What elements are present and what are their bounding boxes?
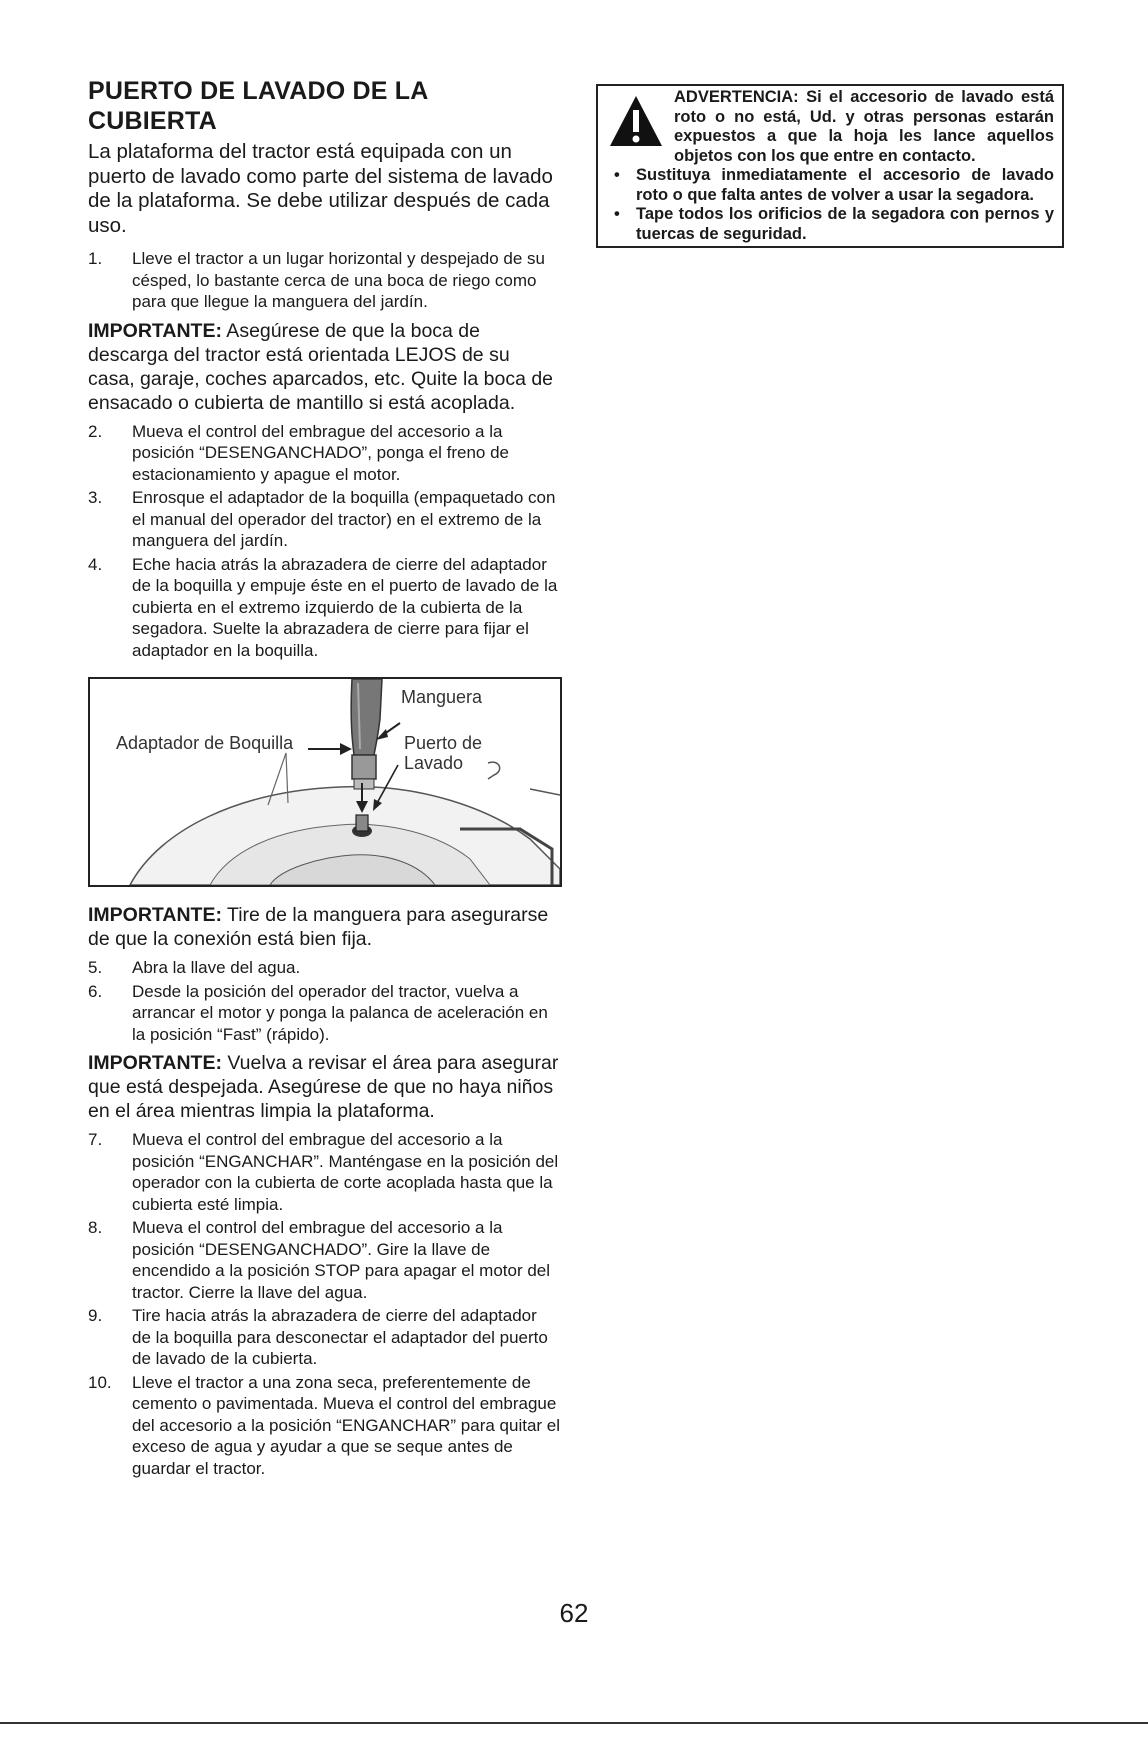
step-5	[88, 957, 560, 979]
wash-port-figure	[88, 677, 562, 887]
step-text: Abra la llave del agua.	[132, 958, 301, 977]
steps-list-a	[88, 248, 560, 313]
important-note-3	[88, 1051, 560, 1123]
step-number: 1.	[88, 249, 103, 268]
page-number: 62	[559, 1598, 589, 1628]
label-puerto-line2: Lavado	[404, 753, 464, 773]
step-2	[88, 421, 560, 486]
warning-box	[596, 84, 1064, 248]
step-4	[88, 554, 560, 662]
step-text: Mueva el control del embrague del accesorio a la posición “DESENGANCHADO”, ponga el freno de estacionamiento y apague el motor.	[132, 421, 509, 484]
step-9	[88, 1305, 560, 1370]
step-7	[88, 1129, 560, 1215]
important-label: IMPORTANTE:	[88, 319, 222, 342]
warning-bullet-1	[608, 166, 1054, 205]
step-6	[88, 981, 560, 1046]
warning-bullet-2	[608, 205, 1054, 244]
bullet-text: Tape todos los orificios de la segadora con pernos y tuercas de seguridad.	[636, 205, 1054, 243]
step-number: 6.	[88, 981, 103, 1001]
step-1	[88, 248, 560, 313]
important-text: Vuelva a revisar el área para asegurar que está despejada. Asegúrese de que no haya niños en el área mientras limpia la plataforma.	[88, 1052, 559, 1122]
section-title: PUERTO DE LAVADO DE LA CUBIERTA	[88, 77, 428, 135]
step-text: Lleve el tractor a una zona seca, preferentemente de cemento o pavimentada. Mueva el control del embrague del accesorio a la posición “ENGANCHAR” para quitar el exceso de agua y ayudar a que se seque antes de guardar el tractor.	[132, 1372, 561, 1478]
important-note-2	[88, 903, 560, 951]
steps-list-b	[88, 421, 560, 662]
bullet-text: Sustituya inmediatamente el accesorio de lavado roto o que falta antes de volver a usar la segadora.	[636, 166, 1054, 204]
step-number: 4.	[88, 554, 103, 574]
steps-list-c	[88, 957, 560, 1045]
bottom-rule	[0, 1722, 1148, 1724]
label-puerto	[404, 733, 524, 773]
step-10	[88, 1372, 560, 1480]
label-adaptador: Adaptador de Boquilla	[116, 733, 294, 753]
important-text: Tire de la manguera para asegurarse de que la conexión está bien fija.	[88, 904, 549, 950]
step-text: Lleve el tractor a un lugar horizontal y despejado de su césped, lo bastante cerca de una boca de riego como para que llegue la manguera del jardín.	[132, 249, 545, 311]
step-number: 2.	[88, 421, 103, 441]
step-3	[88, 487, 560, 552]
step-number: 8.	[88, 1218, 103, 1237]
step-number: 5.	[88, 958, 103, 977]
step-text: Mueva el control del embrague del accesorio a la posición “DESENGANCHADO”. Gire la llave de encendido a la posición STOP para apagar el motor del tractor. Cierre la llave del agua.	[132, 1218, 551, 1302]
left-column	[88, 76, 560, 1483]
label-manguera: Manguera	[401, 687, 483, 707]
section-intro: La plataforma del tractor está equipada con un puerto de lavado como parte del sistema de lavado de la plataforma. Se debe utilizar después de cada uso.	[88, 140, 553, 237]
step-number: 3.	[88, 488, 103, 507]
step-8	[88, 1217, 560, 1303]
important-text: Asegúrese de que la boca de descarga del tractor está orientada LEJOS de su casa, garaje, coches aparcados, etc. Quite la boca de ensacado o cubierta de mantillo si está acoplada.	[88, 319, 554, 414]
important-label: IMPORTANTE:	[88, 904, 222, 926]
bullet-dot: •	[614, 205, 620, 223]
warning-header	[608, 88, 1054, 166]
warning-bullets	[608, 166, 1054, 244]
important-label: IMPORTANTE:	[88, 1052, 222, 1074]
step-number: 9.	[88, 1306, 103, 1325]
mower-deck-illustration	[90, 679, 560, 885]
step-text: Enrosque el adaptador de la boquilla (empaquetado con el manual del operador del tractor) en el extremo de la manguera del jardín.	[132, 488, 556, 550]
step-text: Tire hacia atrás la abrazadera de cierre del adaptador de la boquilla para desconectar el adaptador del puerto de lavado de la cubierta.	[132, 1306, 548, 1368]
label-puerto-line1: Puerto de	[404, 733, 483, 753]
warning-triangle-icon	[608, 94, 664, 156]
right-column	[596, 84, 1064, 248]
step-text: Desde la posición del operador del tractor, vuelva a arrancar el motor y ponga la palanca de aceleración en la posición “Fast” (rápido).	[132, 981, 548, 1044]
step-number: 7.	[88, 1130, 103, 1149]
step-text: Mueva el control del embrague del accesorio a la posición “ENGANCHAR”. Manténgase en la posición del operador con la cubierta de corte acoplada hasta que la cubierta esté limpia.	[132, 1130, 559, 1214]
steps-list-d	[88, 1129, 560, 1479]
warning-text: ADVERTENCIA: Si el accesorio de lavado está roto o no está, Ud. y otras personas estarán expuestos a que la hoja les lance aquellos objetos con los que entre en contacto.	[674, 88, 1054, 165]
bullet-dot: •	[614, 166, 620, 184]
step-number: 10.	[88, 1372, 112, 1392]
important-note-1	[88, 319, 560, 415]
step-text: Eche hacia atrás la abrazadera de cierre del adaptador de la boquilla y empuje éste en el puerto de lavado de la cubierta en el extremo izquierdo de la cubierta de la segadora. Suelte la abrazadera de cierre para fijar el adaptador en la boquilla.	[132, 554, 558, 660]
